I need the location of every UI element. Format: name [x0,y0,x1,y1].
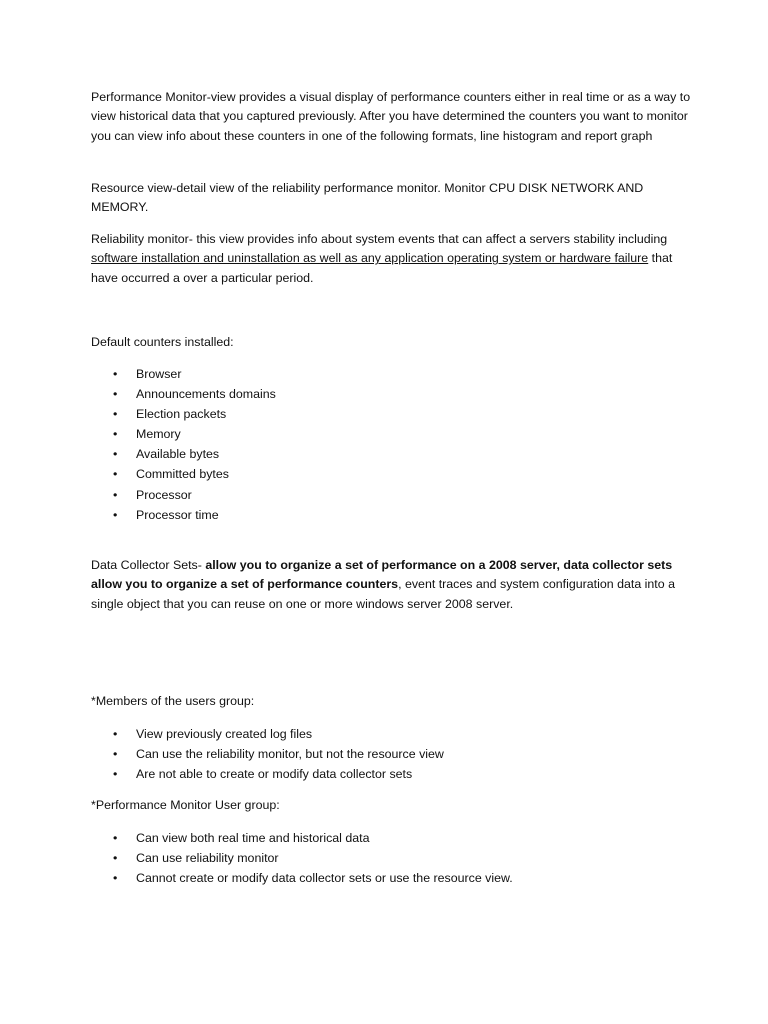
perf-group-heading: *Performance Monitor User group: [91,798,280,812]
default-counters-heading: Default counters installed: [91,335,234,349]
list-item [91,764,444,784]
list-item-text: Memory [136,427,181,442]
bullet-icon: • [113,831,118,845]
bullet-icon: • [113,487,118,502]
list-item [91,384,276,404]
list-item-text: Can use reliability monitor [136,851,279,866]
list-item-text: Browser [136,367,182,381]
list-item [91,724,444,744]
bullet-icon: • [113,447,118,462]
list-item-text: Processor time [136,507,219,522]
bullet-icon: • [113,871,118,886]
bullet-icon: • [113,727,118,741]
list-item [91,485,276,505]
list-item [91,828,513,848]
bullet-icon: • [113,367,118,381]
list-item [91,464,276,484]
reliability-text-start: Reliability monitor- this view provides info about system events that can affect a servers stability including [91,232,668,246]
list-item-text: Can view both real time and historical data [136,831,370,845]
list-item [91,868,513,888]
bullet-icon: • [113,851,118,866]
list-item [91,404,276,424]
list-item [91,848,513,868]
list-item-text: Can use the reliability monitor, but not the resource view [136,747,444,762]
reliability-underlined-text: software installation and uninstallation as well as any application operating system or hardware failure [91,251,649,266]
list-item-text: Announcements domains [136,387,276,402]
list-item [91,744,444,764]
list-item-text: Available bytes [136,447,220,462]
list-item [91,364,276,384]
list-item [91,424,276,444]
default-counters-list [91,364,276,525]
list-item-text: View previously created log files [136,727,313,741]
list-item-text: Election packets [136,407,227,422]
bullet-icon: • [113,747,118,762]
bullet-icon: • [113,467,118,482]
bullet-icon: • [113,767,118,782]
users-group-heading: *Members of the users group: [91,694,255,708]
list-item-text: Are not able to create or modify data collector sets [136,767,413,782]
list-item [91,505,276,525]
data-collector-text-end: , event traces and system configuration data into a single object that you can reuse on one or more windows server 2008 server. [91,577,675,611]
list-item-text: Committed bytes [136,467,229,482]
users-group-list [91,724,444,784]
paragraph-reliability-monitor [91,230,691,288]
paragraph-data-collector-sets [91,556,686,614]
bullet-icon: • [113,507,118,522]
bullet-icon: • [113,407,118,422]
bullet-icon: • [113,387,118,402]
reliability-text-end: that have occurred a over a particular period. [91,251,673,285]
perf-group-list [91,828,513,888]
list-item-text: Cannot create or modify data collector sets or use the resource view. [136,871,513,886]
data-collector-text-start: Data Collector Sets- [91,558,206,572]
data-collector-bold-text: allow you to organize a set of performance on a 2008 server, data collector sets allow you to organize a set of performance counters [91,558,673,592]
bullet-icon: • [113,427,118,442]
list-item-text: Processor [136,487,192,502]
paragraph-resource-view: Resource view-detail view of the reliability performance monitor. Monitor CPU DISK NETWORK AND MEMORY. [91,181,644,215]
paragraph-performance-monitor: Performance Monitor-view provides a visual display of performance counters either in real time or as a way to view historical data that you captured previously. After you have determined the counters you want to monitor you can view info about these counters in one of the following formats, line histogram and report graph [91,90,691,143]
list-item [91,444,276,464]
